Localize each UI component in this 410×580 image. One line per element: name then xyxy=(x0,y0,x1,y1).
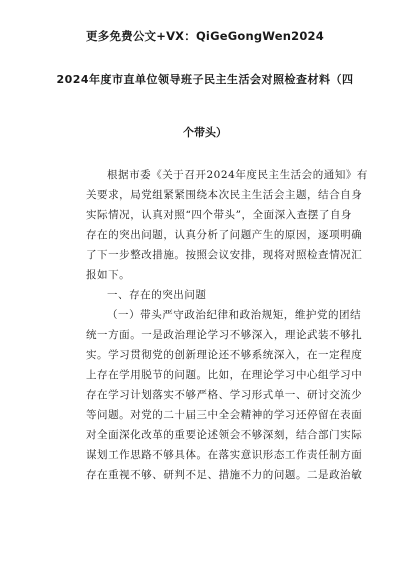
body-line: 上存在学用脱节的问题。比如，在理论学习中心组学习中 xyxy=(86,369,363,381)
document-title-line-1: 2024年度市直单位领导班子民主生活会对照检查材料（四 xyxy=(56,73,354,86)
body-line: 实际情况，认真对照“四个带头”，全面深入查摆了自身 xyxy=(86,209,352,221)
body-line: 关要求，局党组紧紧围绕本次民主生活会主题，结合自身 xyxy=(86,189,363,201)
body-line: 存在学习计划落实不够严格、学习形式单一、研讨交流少 xyxy=(86,389,363,401)
body-line: 了下一步整改措施。按照会议安排，现将对照检查情况汇 xyxy=(86,249,363,261)
body-line: 实。学习贯彻党的创新理论还不够系统深入，在一定程度 xyxy=(86,349,363,361)
body-line: 根据市委《关于召开2024年度民主生活会的通知》有 xyxy=(107,169,368,181)
body-line: 统一方面。一是政治理论学习不够深入，理论武装不够扎 xyxy=(86,329,363,341)
body-line: 存在的突出问题，认真分析了问题产生的原因，逐项明确 xyxy=(86,229,363,241)
body-line: 谋划工作思路不够具体。在落实意识形态工作责任制方面 xyxy=(86,449,363,461)
body-line: 报如下。 xyxy=(86,269,131,281)
section-heading: 一、存在的突出问题 xyxy=(107,289,207,301)
subsection-heading-line: （一）带头严守政治纪律和政治规矩，维护党的团结 xyxy=(107,309,362,321)
body-line: 等问题。对党的二十届三中全会精神的学习还停留在表面 xyxy=(86,409,363,421)
document-title-line-2: 个带头） xyxy=(183,126,227,139)
body-line: 存在重视不够、研判不足、措施不力的问题。二是政治敏 xyxy=(86,469,363,481)
page-header: 更多免费公文+VX：QiGeGongWen2024 xyxy=(86,29,324,43)
body-line: 对全面深化改革的重要论述领会不够深刻，结合部门实际 xyxy=(86,429,363,441)
